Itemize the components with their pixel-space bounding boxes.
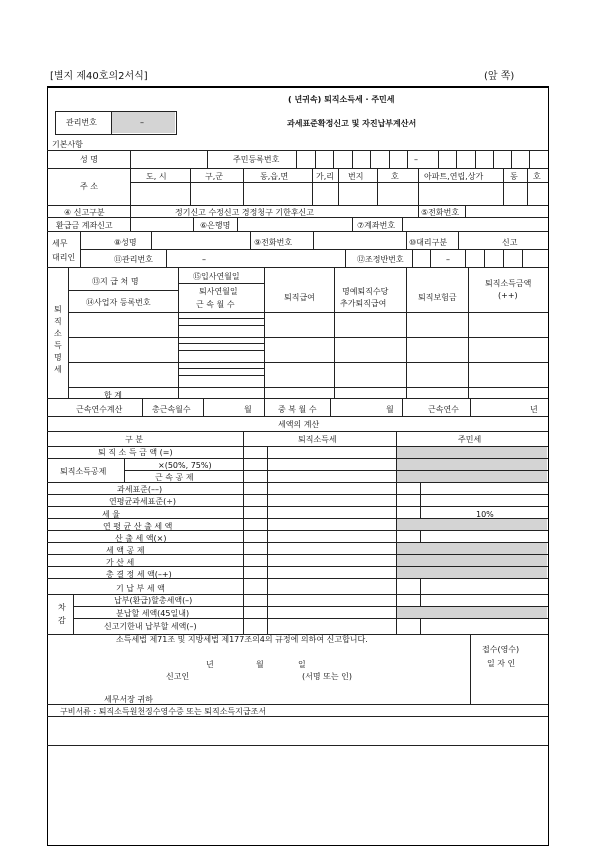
service-years-label: 근속연수 xyxy=(428,405,459,414)
insurance-label: 퇴직보험금 xyxy=(418,293,457,302)
name-label: 성 명 xyxy=(80,155,98,164)
addr-bunji: 번지 xyxy=(348,172,364,181)
receipt-label-1: 접수(영수) xyxy=(482,645,520,654)
signature-label[interactable]: (서명 또는 인) xyxy=(302,672,352,681)
service-months-label: 근 속 월 수 xyxy=(196,300,235,309)
tax-row-income: 퇴 직 소 득 금 액 (=) xyxy=(98,448,173,457)
mgmt-label: 관리번호 xyxy=(66,118,97,127)
tax-row-calc: 산 출 세 액(×) xyxy=(115,534,167,543)
sub-label-2: 감 xyxy=(58,616,66,625)
tax-row-service-deduct: 근 속 공 제 xyxy=(155,473,194,482)
dup-months-label: 중 복 월 수 xyxy=(278,405,317,414)
account-label: ⑦계좌번호 xyxy=(357,221,396,230)
page-side: (앞 쪽) xyxy=(484,71,515,82)
col-resident-tax: 주민세 xyxy=(458,435,482,444)
addr-apt-ho: 호 xyxy=(533,172,541,181)
agent-mgmt-label: ⑪관리번호 xyxy=(114,255,153,264)
form-title: ( 년귀속) 퇴직소득세 · 주민세 xyxy=(288,95,395,104)
detail-side-3: 소 xyxy=(54,329,62,338)
tax-row-rate: 세 율 xyxy=(102,510,120,519)
basic-section-label: 기본사항 xyxy=(52,140,83,149)
adj-no-label: ⑫조정반번호 xyxy=(357,255,404,264)
tax-row-surcharge: 가 산 세 xyxy=(106,558,135,567)
date-year: 년 xyxy=(206,660,214,669)
tax-row-prepaid: 기 납 부 세 액 xyxy=(116,584,165,593)
rrn-dash: – xyxy=(414,155,418,164)
col-division: 구 분 xyxy=(125,435,143,444)
refund-account-label: 환급금 계좌신고 xyxy=(56,221,113,230)
date-day: 일 xyxy=(298,660,306,669)
form-subtitle: 과세표준확정신고 및 자진납부계산서 xyxy=(287,119,417,128)
tax-row-base: 과세표준(––) xyxy=(117,485,163,494)
tax-row-final: 총 결 정 세 액(–+) xyxy=(106,570,172,579)
address-label: 주 소 xyxy=(80,182,98,191)
tax-row-avg-calc: 연 평 균 산 출 세 액 xyxy=(103,522,173,531)
biz-no-label: ⑭사업자 등록번호 xyxy=(86,298,151,307)
receipt-label-2: 일 자 인 xyxy=(487,659,516,668)
detail-side-6: 세 xyxy=(54,365,62,374)
agent-kind-label: ⑩대리구분 xyxy=(409,238,448,247)
tax-rate-value: 10% xyxy=(476,510,494,519)
detail-side-4: 득 xyxy=(54,341,62,350)
dup-months-unit: 월 xyxy=(386,405,394,414)
payer-name-label: ⑬지 급 처 명 xyxy=(92,277,139,286)
agent-label-2: 대리인 xyxy=(52,253,76,262)
tax-row-due: 신고기한내 납부할 세액(–) xyxy=(104,622,197,631)
phone-label: ⑤전화번호 xyxy=(421,208,460,217)
rrn-label: 주민등록번호 xyxy=(233,155,280,164)
income-total-label-1: 퇴직소득금액 xyxy=(485,279,532,288)
tax-row-credit: 세 액 공 제 xyxy=(106,546,145,555)
detail-side-2: 직 xyxy=(54,317,62,326)
sub-label-1: 차 xyxy=(58,603,66,612)
addr-district: 구,군 xyxy=(205,172,223,181)
attachment-note: 구비서류 : 퇴직소득원천징수영수증 또는 퇴직소득지급조서 xyxy=(60,707,267,716)
tax-office-label: 세무서장 귀하 xyxy=(104,695,153,704)
tax-row-rate-deduct: ×(50%, 75%) xyxy=(158,461,212,470)
detail-side-1: 퇴 xyxy=(54,305,62,314)
tax-section-label: 세액의 계산 xyxy=(278,420,320,429)
declaration-statement: 소득세법 제71조 및 지방세법 제177조의4의 규정에 의하여 신고합니다. xyxy=(116,635,368,644)
deduct-label: 퇴직소득공제 xyxy=(60,467,107,476)
date-month: 월 xyxy=(256,660,264,669)
addr-apt: 아파트,연립,상가 xyxy=(424,172,484,181)
retire-pay-label: 퇴직급여 xyxy=(284,293,315,302)
adj-dash: – xyxy=(446,255,450,264)
report-type-label: ④ 신고구분 xyxy=(64,208,105,217)
tax-row-install: 분납할 세액(45일내) xyxy=(116,609,190,618)
agent-name-label: ⑧성명 xyxy=(114,238,137,247)
honor-pay-label-1: 명예퇴직수당 xyxy=(342,287,389,296)
leave-date-label: 퇴사연월일 xyxy=(199,287,238,296)
addr-ho: 호 xyxy=(391,172,399,181)
addr-apt-dong: 동 xyxy=(510,172,518,181)
report-type-options[interactable]: 정기신고 수정신고 경정청구 기한후신고 xyxy=(175,208,315,217)
total-months-unit: 월 xyxy=(244,405,252,414)
agent-label-1: 세무 xyxy=(52,239,68,248)
agent-phone-label: ⑨전화번호 xyxy=(254,238,293,247)
income-total-label-2: (++) xyxy=(498,291,518,300)
tax-row-pay: 납부(환급)할총세액(–) xyxy=(114,596,193,605)
tax-row-avg-base: 연평균과세표준(÷) xyxy=(109,497,177,506)
declarer-label: 신고인 xyxy=(166,672,190,681)
mgmt-dash: – xyxy=(140,118,144,127)
agent-kind-value[interactable]: 신고 xyxy=(502,238,518,247)
addr-city: 도, 시 xyxy=(146,172,167,181)
service-calc-label: 근속연수계산 xyxy=(76,405,123,414)
addr-ri: 가,리 xyxy=(316,172,334,181)
agent-mgmt-dash: – xyxy=(202,255,206,264)
col-retirement-tax: 퇴직소득세 xyxy=(298,435,337,444)
detail-side-5: 명 xyxy=(54,353,62,362)
join-date-label: ⑮입사연월일 xyxy=(193,272,240,281)
honor-pay-label-2: 추가퇴직급여 xyxy=(340,299,387,308)
total-months-label: 총근속월수 xyxy=(152,405,191,414)
form-number: [별지 제40호의2서식] xyxy=(50,71,148,82)
addr-dong: 동,읍,면 xyxy=(260,172,289,181)
detail-sum-label: 합 계 xyxy=(104,391,122,400)
service-years-unit: 년 xyxy=(530,405,538,414)
bank-label: ⑥은행명 xyxy=(200,221,231,230)
